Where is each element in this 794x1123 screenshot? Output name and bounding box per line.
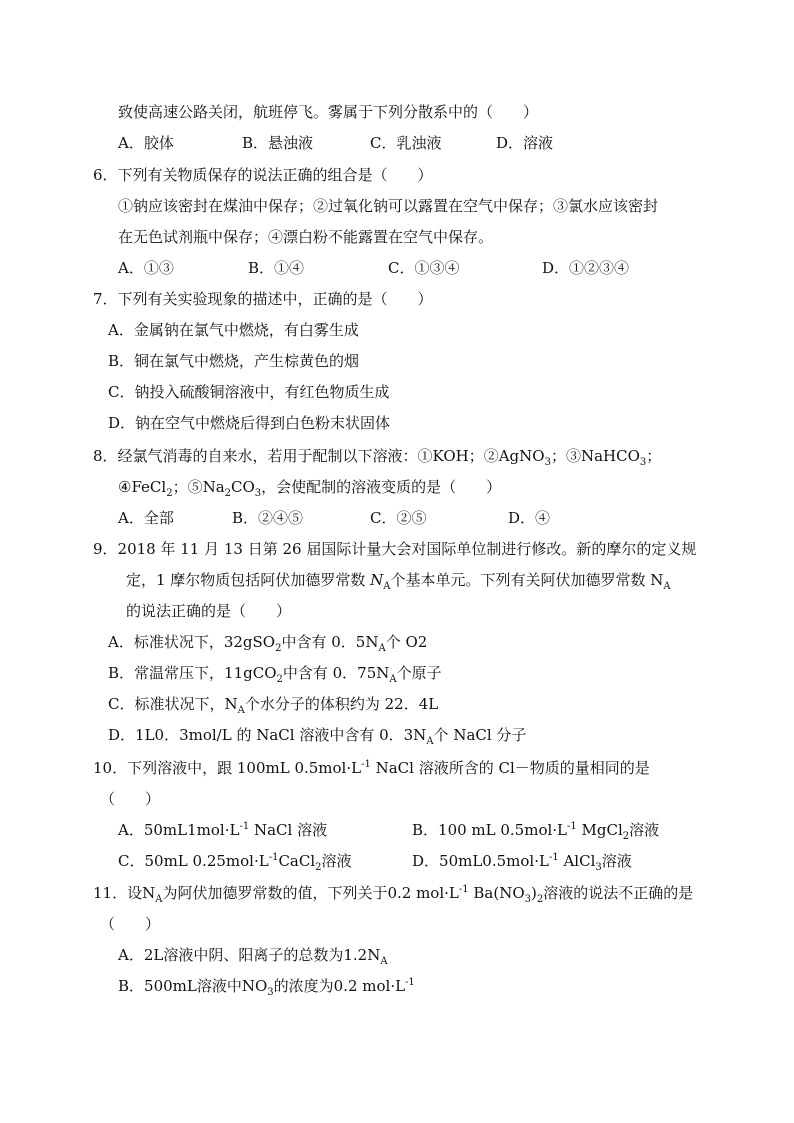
q5-options — [118, 133, 718, 153]
q10-option-d-part2: AlCl — [558, 852, 596, 870]
q5-option-c: C．乳浊液 — [370, 134, 442, 152]
q11-option-b-part2: 的浓度为0.2 mol·L — [273, 977, 406, 995]
q6-option-c: C．①③④ — [388, 259, 460, 277]
q11-stem-part3: Ba(NO — [468, 884, 525, 902]
q9-na-symbol: N — [370, 571, 384, 589]
q11-stem-sup: -1 — [458, 884, 469, 895]
q9-option-b-part3: 个原子 — [396, 664, 442, 682]
q9-option-b-part1: B．常温常压下，11gCO — [108, 664, 277, 682]
q8-option-b: B．②④⑤ — [232, 509, 304, 527]
q10-paren: （ ） — [100, 790, 161, 808]
q8-stem-part1: 8．经氯气消毒的自来水，若用于配制以下溶液：①KOH；②AgNO — [93, 447, 545, 465]
q10-option-b-part3: 溶液 — [629, 821, 660, 839]
q9-option-d-part1: D．1L0．3mol/L 的 NaCl 溶液中含有 0．3N — [108, 726, 427, 744]
q11-option-b-part1: B．500mL溶液中NO — [118, 977, 268, 995]
q10-chloride-minus: － — [514, 759, 530, 777]
q11-option-a-sub: A — [380, 956, 388, 967]
q6-option-a: A．①③ — [118, 259, 174, 277]
q9-option-c-part1: C．标准状况下，N — [108, 695, 238, 713]
q9-option-a-part3: 个 O2 — [385, 633, 428, 651]
q9-option-c-sub: A — [237, 705, 245, 716]
q5-continuation: 致使高速公路关闭，航班停飞。雾属于下列分散系中的（ ） — [118, 103, 539, 121]
q8-line2-part3: CO — [231, 478, 255, 496]
q10-option-a-part1: A．50mL1mol·L — [118, 821, 240, 839]
q9-line1: 9．2018 年 11 月 13 日第 26 届国际计量大会对国际单位制进行修改。新的摩尔的定义规 — [93, 540, 697, 558]
q9-option-a-sub: A — [378, 643, 386, 654]
q10-option-c-part2: CaCl — [278, 852, 316, 870]
q10-option-c-part3: 溶液 — [321, 852, 352, 870]
q11-stem — [93, 883, 693, 903]
q8-stem-part2: ；③NaHCO — [550, 447, 640, 465]
q6-option-b: B．①④ — [248, 259, 305, 277]
q11-stem-sub-2: 2 — [536, 894, 544, 905]
q8-options — [118, 508, 718, 528]
q8-sub-3b: 3 — [639, 457, 647, 468]
q11-stem-part4: ) — [531, 884, 537, 902]
q8-stem — [93, 446, 661, 466]
q9-option-a-part2: 中含有 0．5N — [281, 633, 379, 651]
q10-stem-part1: 10．下列溶液中，跟 100mL 0.5mol·L — [93, 759, 362, 777]
q11-option-b-sup: -1 — [405, 977, 415, 988]
q7-option-b: B．铜在氯气中燃烧，产生棕黄色的烟 — [108, 352, 360, 370]
q6-body-line2: 在无色试剂瓶中保存；④漂白粉不能露置在空气中保存。 — [118, 228, 494, 246]
q10-stem-part3: 物质的量相同的是 — [529, 759, 650, 777]
q5-option-b: B．悬浊液 — [242, 134, 314, 152]
q10-option-c-sub: 2 — [315, 862, 322, 873]
q8-sub-3a: 3 — [544, 457, 551, 468]
q9-option-b-part2: 中含有 0．75N — [282, 664, 390, 682]
q9-line3: 的说法正确的是（ ） — [126, 602, 292, 620]
q9-option-c-part2: 个水分子的体积约为 22．4L — [244, 695, 439, 713]
q9-line2 — [126, 570, 671, 590]
q8-sub-2b: 2 — [224, 488, 232, 499]
q10-option-b-part2: MgCl — [576, 821, 623, 839]
q9-option-d-part2: 个 NaCl 分子 — [433, 726, 527, 744]
q8-sub-2a: 2 — [166, 488, 173, 499]
q9-option-a-part1: A．标准状况下，32gSO — [108, 633, 276, 651]
q11-stem-part5: 溶液的说法不正确的是 — [543, 884, 694, 902]
q7-option-d: D．钠在空气中燃烧后得到白色粉末状固体 — [108, 414, 391, 432]
q9-na-sub: A — [383, 581, 391, 592]
q10-option-b-part1: B．100 mL 0.5mol·L — [412, 821, 568, 839]
q11-stem-sub-3: 3 — [524, 894, 531, 905]
q9-option-d-sub: A — [426, 736, 434, 747]
q10-option-c-part1: C．50mL 0.25mol·L — [118, 852, 269, 870]
q9-option-b-sub2: 2 — [276, 674, 283, 685]
q11-option-b-sub: 3 — [267, 987, 274, 998]
q10-option-a — [118, 820, 327, 840]
q11-stem-part1: 11．设N — [93, 884, 156, 902]
q10-option-a-sup: -1 — [239, 821, 250, 832]
q8-line2-part1: ④FeCl — [118, 478, 167, 496]
q8-line2-part4: ，会使配制的溶液变质的是（ ） — [261, 478, 502, 496]
q9-option-b — [108, 663, 442, 683]
q11-option-b — [118, 976, 415, 996]
q10-stem-sup: -1 — [361, 759, 371, 770]
q9-option-a — [108, 632, 427, 652]
q8-line2-part2: ；⑤Na — [172, 478, 225, 496]
q6-option-d: D．①②③④ — [542, 259, 630, 277]
q9-line2-part2: 个基本单元。下列有关阿伏加德罗常数 N — [390, 571, 664, 589]
q7-option-c: C．钠投入硫酸铜溶液中，有红色物质生成 — [108, 383, 390, 401]
q11-stem-sub-a: A — [155, 894, 163, 905]
q9-option-a-sub2: 2 — [275, 643, 282, 654]
q7-stem: 7．下列有关实验现象的描述中，正确的是（ ） — [93, 290, 433, 308]
q10-option-b-sup: -1 — [567, 821, 577, 832]
q10-option-d-part1: D．50mL0.5mol·L — [412, 852, 549, 870]
q9-option-c — [108, 694, 438, 714]
q9-line2-part1: 定，1 摩尔物质包括阿伏加德罗常数 — [126, 571, 371, 589]
q7-option-a: A．金属钠在氯气中燃烧，有白雾生成 — [108, 321, 359, 339]
q10-option-c — [118, 851, 352, 871]
q11-paren: （ ） — [100, 915, 161, 933]
q8-option-d: D．④ — [508, 509, 551, 527]
q10-option-d-sub: 3 — [595, 862, 602, 873]
q6-stem: 6．下列有关物质保存的说法正确的组合是（ ） — [93, 166, 433, 184]
q10-option-d-part3: 溶液 — [601, 852, 632, 870]
q5-option-d: D．溶液 — [496, 134, 554, 152]
q10-option-d — [412, 851, 632, 871]
q11-stem-part2: 为阿伏加德罗常数的值，下列关于0.2 mol·L — [162, 884, 459, 902]
q6-options — [118, 258, 718, 278]
q8-sub-3c: 3 — [254, 488, 262, 499]
q11-option-a — [118, 945, 388, 965]
q10-option-c-sup: -1 — [268, 852, 279, 863]
q10-option-a-part2: NaCl 溶液 — [249, 821, 328, 839]
q9-option-d — [108, 725, 526, 745]
q8-option-c: C．②⑤ — [370, 509, 427, 527]
q10-stem-part2: NaCl 溶液所含的 Cl — [370, 759, 515, 777]
q10-option-b-sub: 2 — [622, 831, 630, 842]
q11-option-a-part1: A．2L溶液中阴、阳离子的总数为1.2N — [118, 946, 381, 964]
q6-body-line1: ①钠应该密封在煤油中保存；②过氧化钠可以露置在空气中保存；③氯水应该密封 — [118, 197, 659, 215]
q9-na-sub-2: A — [663, 581, 671, 592]
q8-stem-part3: ； — [646, 447, 662, 465]
q10-option-d-sup: -1 — [548, 852, 559, 863]
q9-option-b-sub: A — [389, 674, 397, 685]
q5-option-a: A．胶体 — [118, 134, 174, 152]
q10-stem — [93, 758, 650, 778]
q8-option-a: A．全部 — [118, 509, 174, 527]
q8-line2 — [118, 477, 501, 497]
q10-option-b — [412, 820, 659, 840]
